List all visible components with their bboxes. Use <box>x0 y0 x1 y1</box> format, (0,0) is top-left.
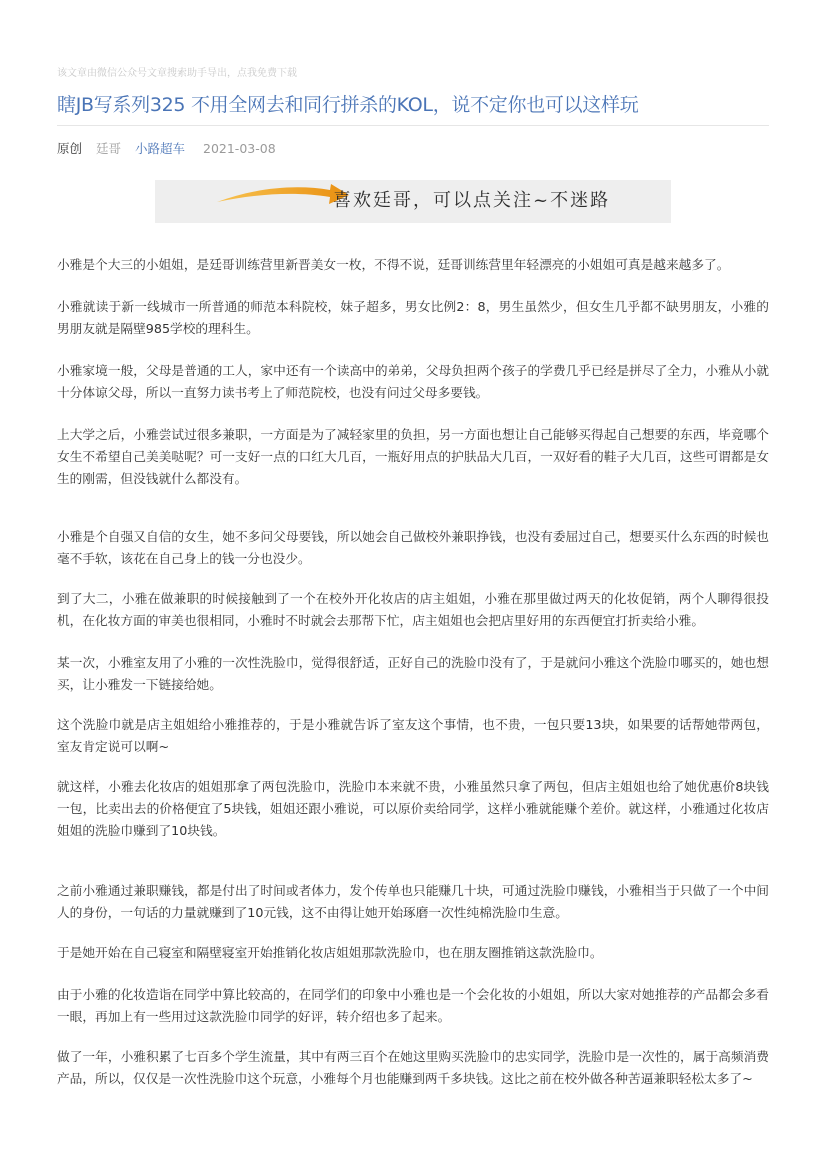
author-name: 廷哥 <box>96 141 122 156</box>
banner-text: 喜欢廷哥，可以点关注~不迷路 <box>333 190 611 211</box>
paragraph: 做了一年，小雅积累了七百多个学生流量，其中有两三百个在她这里购买洗脸巾的忠实同学，洗脸巾是一次性的，属于高频消费产品，所以，仅仅是一次性洗脸巾这个玩意，小雅每个月也能赚到两千多块钱。这比之前在校外做各种苦逼兼职轻松太多了~ <box>57 1049 769 1086</box>
article-title: 瞎JB写系列325 不用全网去和同行拼杀的KOL，说不定你也可以这样玩 <box>57 94 639 116</box>
paragraph: 到了大二，小雅在做兼职的时候接触到了一个在校外开化妆店的店主姐姐，小雅在那里做过两天的化妆促销，两个人聊得很投机，在化妆方面的审美也很相同，小雅时不时就会去那帮下忙，店主姐姐也会把店里好用的东西便宜打折卖给小雅。 <box>57 591 769 628</box>
paragraph: 就这样，小雅去化妆店的姐姐那拿了两包洗脸巾，洗脸巾本来就不贵，小雅虽然只拿了两包，但店主姐姐也给了她优惠价8块钱一包，比卖出去的价格便宜了5块钱，姐姐还跟小雅说，可以原价卖给同学，这样小雅就能赚个差价。就这样，小雅通过化妆店姐姐的洗脸巾赚到了10块钱。 <box>57 779 769 838</box>
title-divider <box>57 125 769 126</box>
article-meta <box>57 140 286 158</box>
follow-banner <box>155 180 671 223</box>
paragraph: 小雅是个大三的小姐姐，是廷哥训练营里新晋美女一枚，不得不说，廷哥训练营里年轻漂亮的小姐姐可真是越来越多了。 <box>57 257 730 272</box>
paragraph: 小雅家境一般，父母是普通的工人，家中还有一个读高中的弟弟，父母负担两个孩子的学费几乎已经是拼尽了全力，小雅从小就十分体谅父母，所以一直努力读书考上了师范院校，也没有问过父母多要钱。 <box>57 363 769 400</box>
account-link[interactable]: 小路超车 <box>135 141 186 156</box>
paragraph: 某一次，小雅室友用了小雅的一次性洗脸巾，觉得很舒适，正好自己的洗脸巾没有了，于是就问小雅这个洗脸巾哪买的，她也想买，让小雅发一下链接给她。 <box>57 655 769 692</box>
paragraph: 由于小雅的化妆造诣在同学中算比较高的，在同学们的印象中小雅也是一个会化妆的小姐姐，所以大家对她推荐的产品都会多看一眼，再加上有一些用过这款洗脸巾同学的好评，转介绍也多了起来。 <box>57 987 769 1024</box>
paragraph: 于是她开始在自己寝室和隔壁寝室开始推销化妆店姐姐那款洗脸巾，也在朋友圈推销这款洗脸巾。 <box>57 945 603 960</box>
paragraph: 小雅是个自强又自信的女生，她不多问父母要钱，所以她会自己做校外兼职挣钱，也没有委屈过自己，想要买什么东西的时候也毫不手软，该花在自己身上的钱一分也没少。 <box>57 529 769 566</box>
original-tag: 原创 <box>57 141 83 156</box>
paragraph: 之前小雅通过兼职赚钱，都是付出了时间或者体力，发个传单也只能赚几十块，可通过洗脸巾赚钱，小雅相当于只做了一个中间人的身份，一句话的力量就赚到了10元钱，这不由得让她开始琢磨一次性纯棉洗脸巾生意。 <box>57 883 769 920</box>
export-watermark[interactable]: 该文章由微信公众号文章搜索助手导出，点我免费下载 <box>57 68 297 79</box>
paragraph: 这个洗脸巾就是店主姐姐给小雅推荐的，于是小雅就告诉了室友这个事情，也不贵，一包只要13块，如果要的话帮她带两包，室友肯定说可以啊~ <box>57 717 769 754</box>
publish-date: 2021-03-08 <box>203 141 276 156</box>
paragraph: 小雅就读于新一线城市一所普通的师范本科院校，妹子超多，男女比例2：8，男生虽然少，但女生几乎都不缺男朋友，小雅的男朋友就是隔壁985学校的理科生。 <box>57 299 769 336</box>
paragraph: 上大学之后，小雅尝试过很多兼职，一方面是为了减轻家里的负担，另一方面也想让自己能够买得起自己想要的东西，毕竟哪个女生不希望自己美美哒呢？可一支好一点的口红大几百，一瓶好用点的护肤品大几百，一双好看的鞋子大几百，这些可谓都是女生的刚需，但没钱就什么都没有。 <box>57 427 769 486</box>
